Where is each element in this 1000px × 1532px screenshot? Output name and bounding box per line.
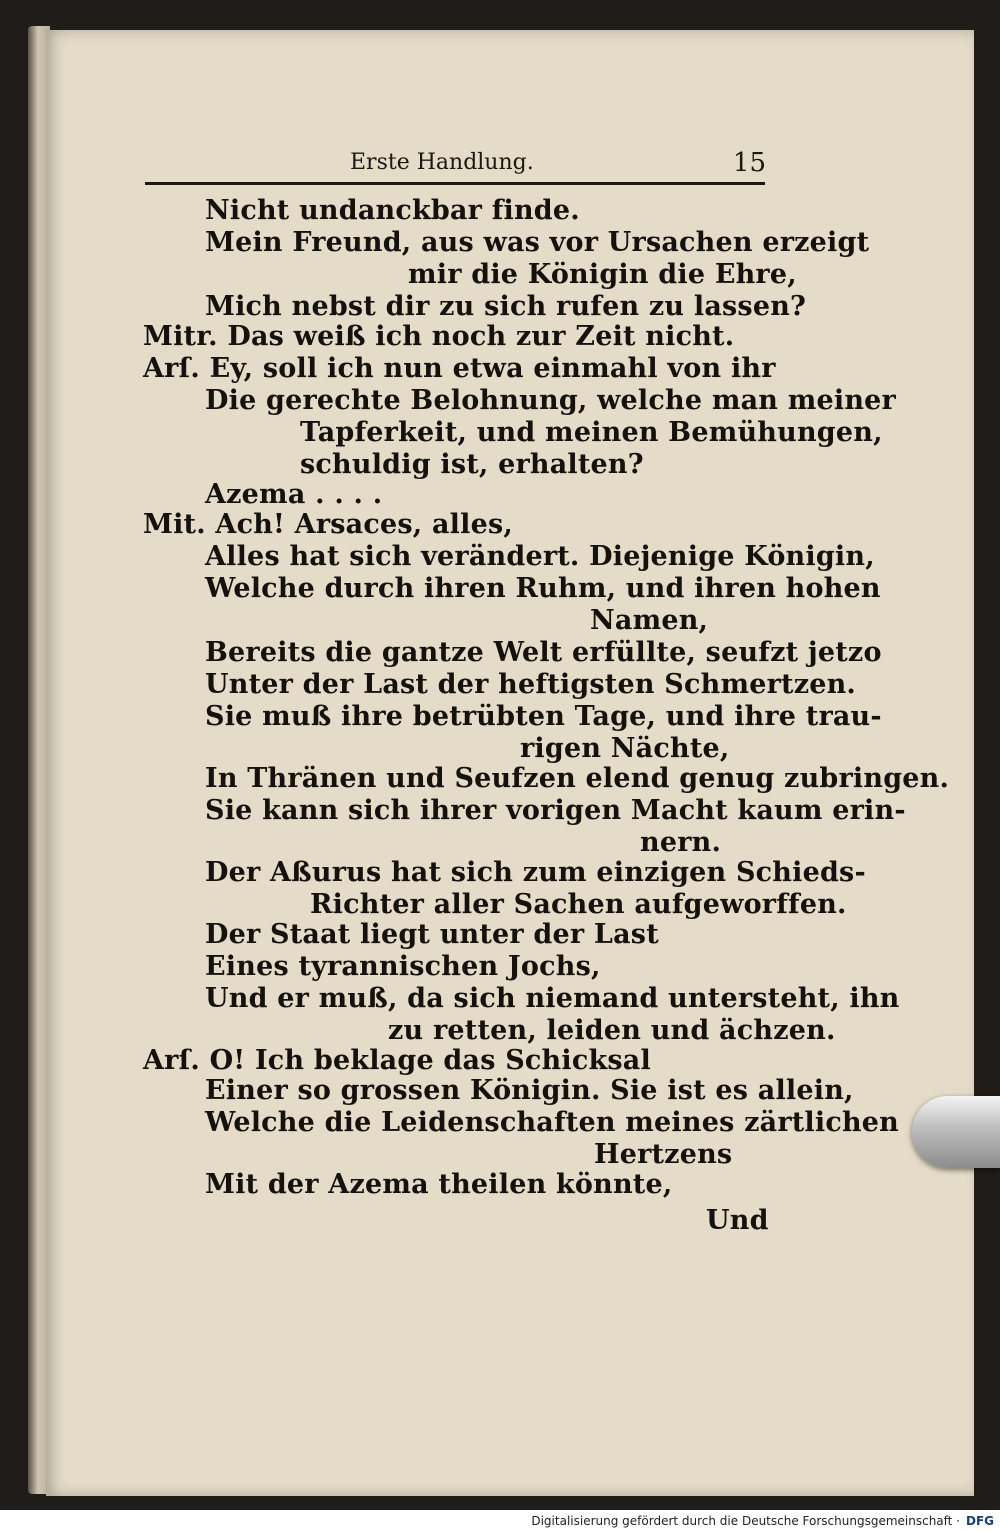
text-line: Hertzens <box>594 1139 733 1170</box>
text-line: mir die Königin die Ehre, <box>408 259 797 290</box>
text-line: Und er muß, da sich niemand untersteht, ihn <box>205 983 900 1014</box>
page-clip <box>912 1096 1000 1168</box>
text-line: Azema . . . . <box>205 479 383 510</box>
footer-credit: Digitalisierung gefördert durch die Deutsche Forschungsgemeinschaft · <box>531 1514 960 1528</box>
page-header <box>350 150 770 184</box>
text-line: Mich nebst dir zu sich rufen zu lassen? <box>205 291 807 322</box>
text-line: Namen, <box>590 605 709 636</box>
text-line: Mit der Azema theilen könnte, <box>205 1169 673 1200</box>
header-rule <box>145 182 765 185</box>
text-line: Tapferkeit, und meinen Bemühungen, <box>300 417 883 448</box>
text-line: Mitr. Das weiß ich noch zur Zeit nicht. <box>143 321 735 352</box>
text-line: Sie kann sich ihrer vorigen Macht kaum erin- <box>205 795 906 826</box>
text-line: Mein Freund, aus was vor Ursachen erzeigt <box>205 227 870 258</box>
page-number: 15 <box>732 148 766 178</box>
text-line: Eines tyrannischen Jochs, <box>205 951 601 982</box>
text-line: Die gerechte Belohnung, welche man meiner <box>205 385 896 416</box>
catchword: Und <box>706 1205 769 1236</box>
text-line: Arſ. O! Ich beklage das Schicksal <box>143 1045 651 1076</box>
text-line: rigen Nächte, <box>520 733 730 764</box>
text-line: Alles hat sich verändert. Diejenige Königin, <box>205 541 875 572</box>
text-line: Einer so grossen Königin. Sie ist es allein, <box>205 1075 854 1106</box>
text-line: Unter der Last der heftigsten Schmertzen. <box>205 669 857 700</box>
text-line: Der Aßurus hat sich zum einzigen Schieds- <box>205 857 866 888</box>
text-line: nern. <box>640 827 722 858</box>
text-line: Arſ. Ey, soll ich nun etwa einmahl von ihr <box>143 353 776 384</box>
text-line: Der Staat liegt unter der Last <box>205 919 659 950</box>
text-line: zu retten, leiden und ächzen. <box>388 1015 836 1046</box>
text-line: Welche durch ihren Ruhm, und ihren hohen <box>205 573 881 604</box>
digitization-footer <box>0 1510 1000 1532</box>
text-line: Sie muß ihre betrübten Tage, und ihre trau- <box>205 701 882 732</box>
text-line: In Thränen und Seufzen elend genug zubringen. <box>205 763 950 794</box>
text-line: Welche die Leidenschaften meines zärtlichen <box>205 1107 900 1138</box>
text-line: Bereits die gantze Welt erfüllte, seufzt jetzo <box>205 637 882 668</box>
text-line: Nicht undanckbar finde. <box>205 195 580 226</box>
running-title: Erste Handlung. <box>350 150 534 175</box>
text-line: Richter aller Sachen aufgeworffen. <box>310 889 847 920</box>
dfg-logo: DFG <box>965 1514 994 1528</box>
text-line: Mit. Ach! Arsaces, alles, <box>143 509 513 540</box>
text-line: schuldig ist, erhalten? <box>300 449 644 480</box>
